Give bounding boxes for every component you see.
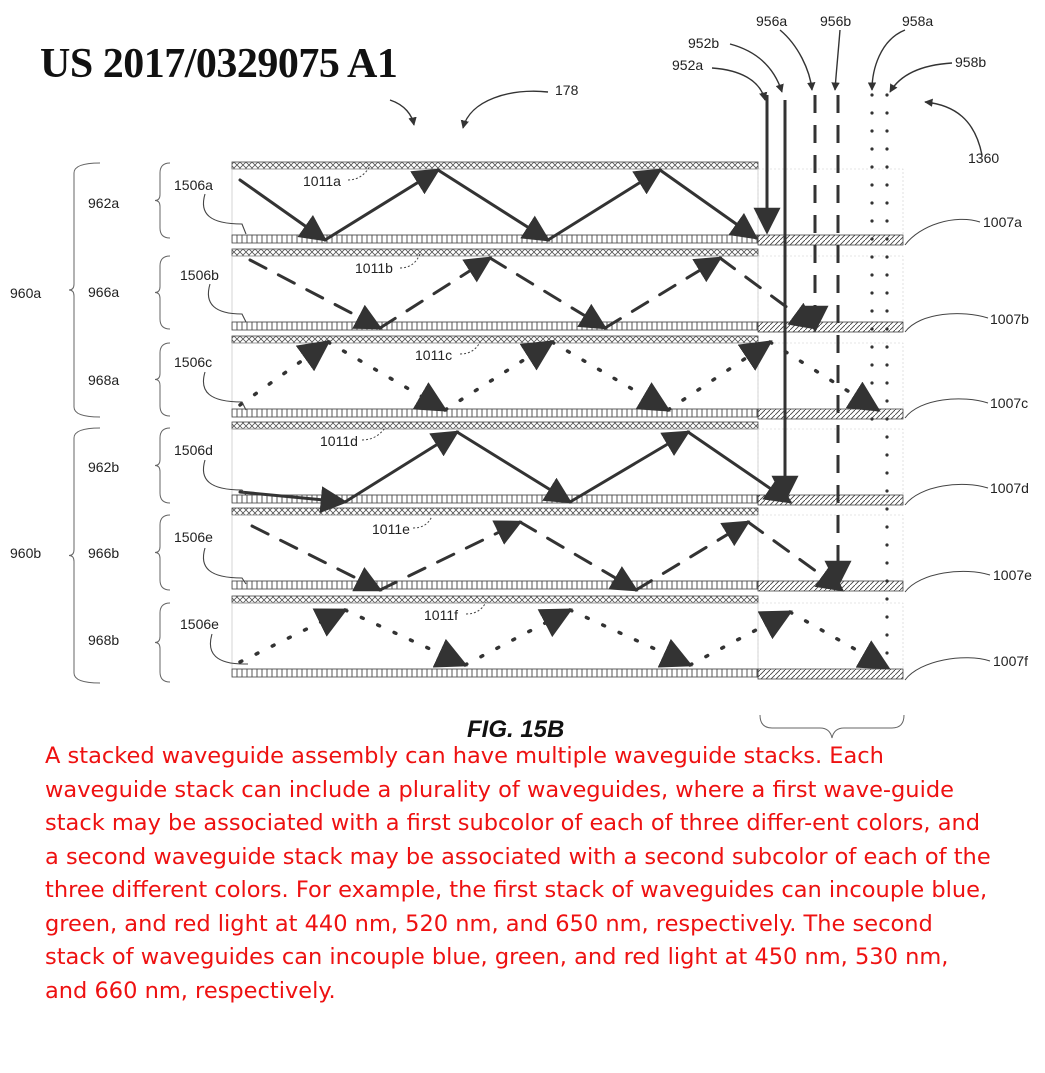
label-1007c: 1007c bbox=[990, 395, 1029, 411]
beam-958b-dot bbox=[885, 615, 888, 618]
label-1506c: 1506c bbox=[174, 354, 213, 370]
beam-958a-dot bbox=[870, 165, 873, 168]
brace-waveguide bbox=[155, 515, 170, 590]
ray-segment bbox=[570, 610, 690, 665]
label-956b: 956b bbox=[820, 13, 852, 29]
label-1506e-2: 1506e bbox=[180, 616, 219, 632]
patent-number: US 2017/0329075 A1 bbox=[40, 41, 398, 87]
cover-layer bbox=[232, 508, 758, 515]
label-960a: 960a bbox=[10, 285, 42, 301]
leader-958b bbox=[890, 63, 952, 92]
beam-958b-dot bbox=[885, 417, 888, 420]
beam-958b-dot bbox=[885, 633, 888, 636]
leader-1506 bbox=[203, 460, 246, 495]
outcoupler-region bbox=[758, 256, 903, 322]
beam-958b-dot bbox=[885, 435, 888, 438]
leader-178 bbox=[463, 91, 548, 128]
beam-958b-dot bbox=[885, 327, 888, 330]
ray-segment bbox=[668, 342, 770, 410]
ray-segment bbox=[490, 258, 605, 328]
leader-952b bbox=[730, 44, 782, 92]
waveguide-body bbox=[232, 515, 758, 581]
cover-layer bbox=[232, 336, 758, 343]
ray-segment bbox=[720, 258, 815, 328]
label-1011c: 1011c bbox=[415, 347, 453, 363]
outcoupler-layer bbox=[758, 409, 903, 419]
ray-segment bbox=[380, 258, 490, 328]
beam-958b-dot bbox=[885, 345, 888, 348]
cover-layer bbox=[232, 596, 758, 603]
label-1506a: 1506a bbox=[174, 177, 213, 193]
light-rays bbox=[240, 30, 982, 668]
outcoupler-region bbox=[758, 169, 903, 235]
label-966b: 966b bbox=[88, 545, 120, 561]
label-1007d: 1007d bbox=[990, 480, 1029, 496]
beam-958a-dot bbox=[870, 219, 873, 222]
outcoupler-region bbox=[758, 343, 903, 409]
beam-958b-dot bbox=[885, 129, 888, 132]
leader-1011 bbox=[362, 428, 385, 440]
label-958a: 958a bbox=[902, 13, 934, 29]
ray-segment bbox=[438, 170, 548, 240]
leader-1007 bbox=[905, 314, 988, 332]
label-1506d: 1506d bbox=[174, 442, 213, 458]
cover-layer bbox=[232, 162, 758, 169]
label-1011f: 1011f bbox=[424, 607, 458, 623]
beam-958b-dot bbox=[885, 111, 888, 114]
label-962b: 962b bbox=[88, 459, 120, 475]
label-1506e: 1506e bbox=[174, 529, 213, 545]
beam-958b-dot bbox=[885, 597, 888, 600]
grating-layer bbox=[232, 669, 758, 677]
beam-958a-dot bbox=[870, 255, 873, 258]
leader-1011 bbox=[413, 516, 432, 528]
label-968a: 968a bbox=[88, 372, 120, 388]
leader-1007 bbox=[905, 571, 990, 592]
label-1011a: 1011a bbox=[303, 173, 341, 189]
beam-958b-dot bbox=[885, 579, 888, 582]
ray-segment bbox=[690, 612, 790, 665]
outcoupler-layer bbox=[758, 669, 903, 679]
beam-958b-dot bbox=[885, 309, 888, 312]
ray-segment bbox=[688, 432, 790, 502]
beam-958b-dot bbox=[885, 237, 888, 240]
beam-958a-dot bbox=[870, 363, 873, 366]
beam-958b-dot bbox=[885, 525, 888, 528]
leader-1506 bbox=[208, 284, 246, 322]
beam-958b-dot bbox=[885, 219, 888, 222]
beam-958b-dot bbox=[885, 363, 888, 366]
beam-958a-dot bbox=[870, 147, 873, 150]
grating-layer bbox=[232, 235, 758, 243]
leader-952a bbox=[712, 68, 765, 100]
beam-958b-dot bbox=[885, 561, 888, 564]
leader-1360 bbox=[925, 102, 982, 155]
leader-956b bbox=[835, 30, 840, 90]
label-1011b: 1011b bbox=[355, 260, 393, 276]
brace-waveguide bbox=[155, 428, 170, 503]
ray-segment bbox=[520, 522, 636, 590]
beam-958a-dot bbox=[870, 129, 873, 132]
ray-segment bbox=[240, 180, 325, 240]
ray-segment bbox=[570, 432, 688, 502]
outcoupler-layer bbox=[758, 235, 903, 245]
brace-waveguide bbox=[155, 343, 170, 416]
waveguide-body bbox=[232, 603, 758, 669]
leader-1011 bbox=[460, 342, 480, 354]
ray-segment bbox=[240, 342, 328, 405]
beam-958b-dot bbox=[885, 201, 888, 204]
leader-1011 bbox=[466, 602, 486, 614]
beam-958a-dot bbox=[870, 309, 873, 312]
beam-958b-dot bbox=[885, 291, 888, 294]
beam-958a-dot bbox=[870, 111, 873, 114]
brace-1007 bbox=[760, 715, 904, 738]
label-1011e: 1011e bbox=[372, 521, 410, 537]
beam-958b-dot bbox=[885, 93, 888, 96]
waveguide-body bbox=[232, 256, 758, 322]
outcoupler-region bbox=[758, 515, 903, 581]
label-1007a: 1007a bbox=[983, 214, 1022, 230]
beam-958b-dot bbox=[885, 147, 888, 150]
leader-1007 bbox=[905, 658, 990, 680]
leader-1506 bbox=[203, 548, 246, 584]
figure-caption: FIG. 15B bbox=[467, 716, 565, 740]
beam-958a-dot bbox=[870, 93, 873, 96]
ray-segment bbox=[345, 432, 457, 502]
ray-segment bbox=[636, 522, 748, 590]
leader-178-b bbox=[390, 100, 414, 125]
label-952a: 952a bbox=[672, 57, 704, 73]
beam-958b-dot bbox=[885, 543, 888, 546]
label-968b: 968b bbox=[88, 632, 120, 648]
label-1011d: 1011d bbox=[320, 433, 358, 449]
beam-958a-dot bbox=[870, 291, 873, 294]
label-1007b: 1007b bbox=[990, 311, 1029, 327]
cover-layer bbox=[232, 422, 758, 429]
label-952b: 952b bbox=[688, 35, 720, 51]
ray-segment bbox=[445, 342, 552, 410]
waveguide-body bbox=[232, 343, 758, 409]
label-966a: 966a bbox=[88, 284, 120, 300]
ray-segment bbox=[605, 258, 720, 328]
beam-958a-dot bbox=[870, 327, 873, 330]
beam-958a-dot bbox=[870, 345, 873, 348]
beam-958a-dot bbox=[870, 399, 873, 402]
ray-segment bbox=[790, 612, 888, 668]
leader-1506 bbox=[203, 194, 246, 234]
outcoupler-region bbox=[758, 429, 903, 495]
ray-segment bbox=[660, 170, 756, 238]
ray-segment bbox=[325, 170, 438, 240]
label-1506b: 1506b bbox=[180, 267, 219, 283]
beam-958b-dot bbox=[885, 453, 888, 456]
brace-waveguide bbox=[155, 603, 170, 682]
beam-958b-dot bbox=[885, 507, 888, 510]
beam-958b-dot bbox=[885, 381, 888, 384]
waveguide-layers bbox=[232, 162, 903, 679]
caption-text: A stacked waveguide assembly can have multiple waveguide stacks. Each waveguide stack can include a plurality of waveguides, where a first wave-guide stack may be associated with a first subcolor of each of three differ-ent colors, and a second waveguide stack may be associated with a second subcolor of each of the three different colors. For example, the first stack of waveguides can incouple blue, green, and red light at 440 nm, 520 nm, and 650 nm, respectively. The second stack of waveguides can incouple blue, green, and red light at 450 nm, 530 nm, and 660 nm, respectively. bbox=[45, 743, 991, 1004]
beam-958a-dot bbox=[870, 183, 873, 186]
beam-958a-dot bbox=[870, 237, 873, 240]
beam-958a-dot bbox=[870, 201, 873, 204]
ray-segment bbox=[748, 522, 842, 590]
beam-958b-dot bbox=[885, 273, 888, 276]
grating-layer bbox=[232, 409, 758, 417]
ray-segment bbox=[548, 170, 660, 240]
ray-segment bbox=[457, 432, 570, 502]
ray-segment bbox=[552, 342, 668, 410]
ray-segment bbox=[465, 610, 570, 665]
outcoupler-region bbox=[758, 603, 903, 669]
beam-958b-dot bbox=[885, 399, 888, 402]
outcoupler-layer bbox=[758, 322, 903, 332]
beam-958b-dot bbox=[885, 471, 888, 474]
label-956a: 956a bbox=[756, 13, 788, 29]
brace-waveguide bbox=[155, 163, 170, 238]
beam-958a-dot bbox=[870, 381, 873, 384]
leader-1007 bbox=[905, 484, 988, 505]
beam-958b-dot bbox=[885, 489, 888, 492]
label-1007e: 1007e bbox=[993, 567, 1032, 583]
incoming-beams bbox=[767, 93, 889, 654]
brace-waveguide bbox=[155, 256, 170, 329]
leader-956a bbox=[780, 30, 812, 90]
leader-1007 bbox=[905, 219, 980, 245]
beam-958a-dot bbox=[870, 417, 873, 420]
label-1360: 1360 bbox=[968, 150, 1000, 166]
beam-958a-dot bbox=[870, 273, 873, 276]
leader-958a bbox=[872, 30, 905, 90]
beam-958b-dot bbox=[885, 651, 888, 654]
label-178: 178 bbox=[555, 82, 579, 98]
beam-958b-dot bbox=[885, 183, 888, 186]
beam-958b-dot bbox=[885, 255, 888, 258]
beam-958b-dot bbox=[885, 165, 888, 168]
label-962a: 962a bbox=[88, 195, 120, 211]
ray-segment bbox=[240, 610, 345, 662]
ray-segment bbox=[252, 526, 380, 590]
cover-layer bbox=[232, 249, 758, 256]
grating-layer bbox=[232, 322, 758, 330]
label-1007f: 1007f bbox=[993, 653, 1029, 669]
label-960b: 960b bbox=[10, 545, 42, 561]
leader-1007 bbox=[905, 399, 988, 418]
grating-layer bbox=[232, 581, 758, 589]
label-958b: 958b bbox=[955, 54, 987, 70]
